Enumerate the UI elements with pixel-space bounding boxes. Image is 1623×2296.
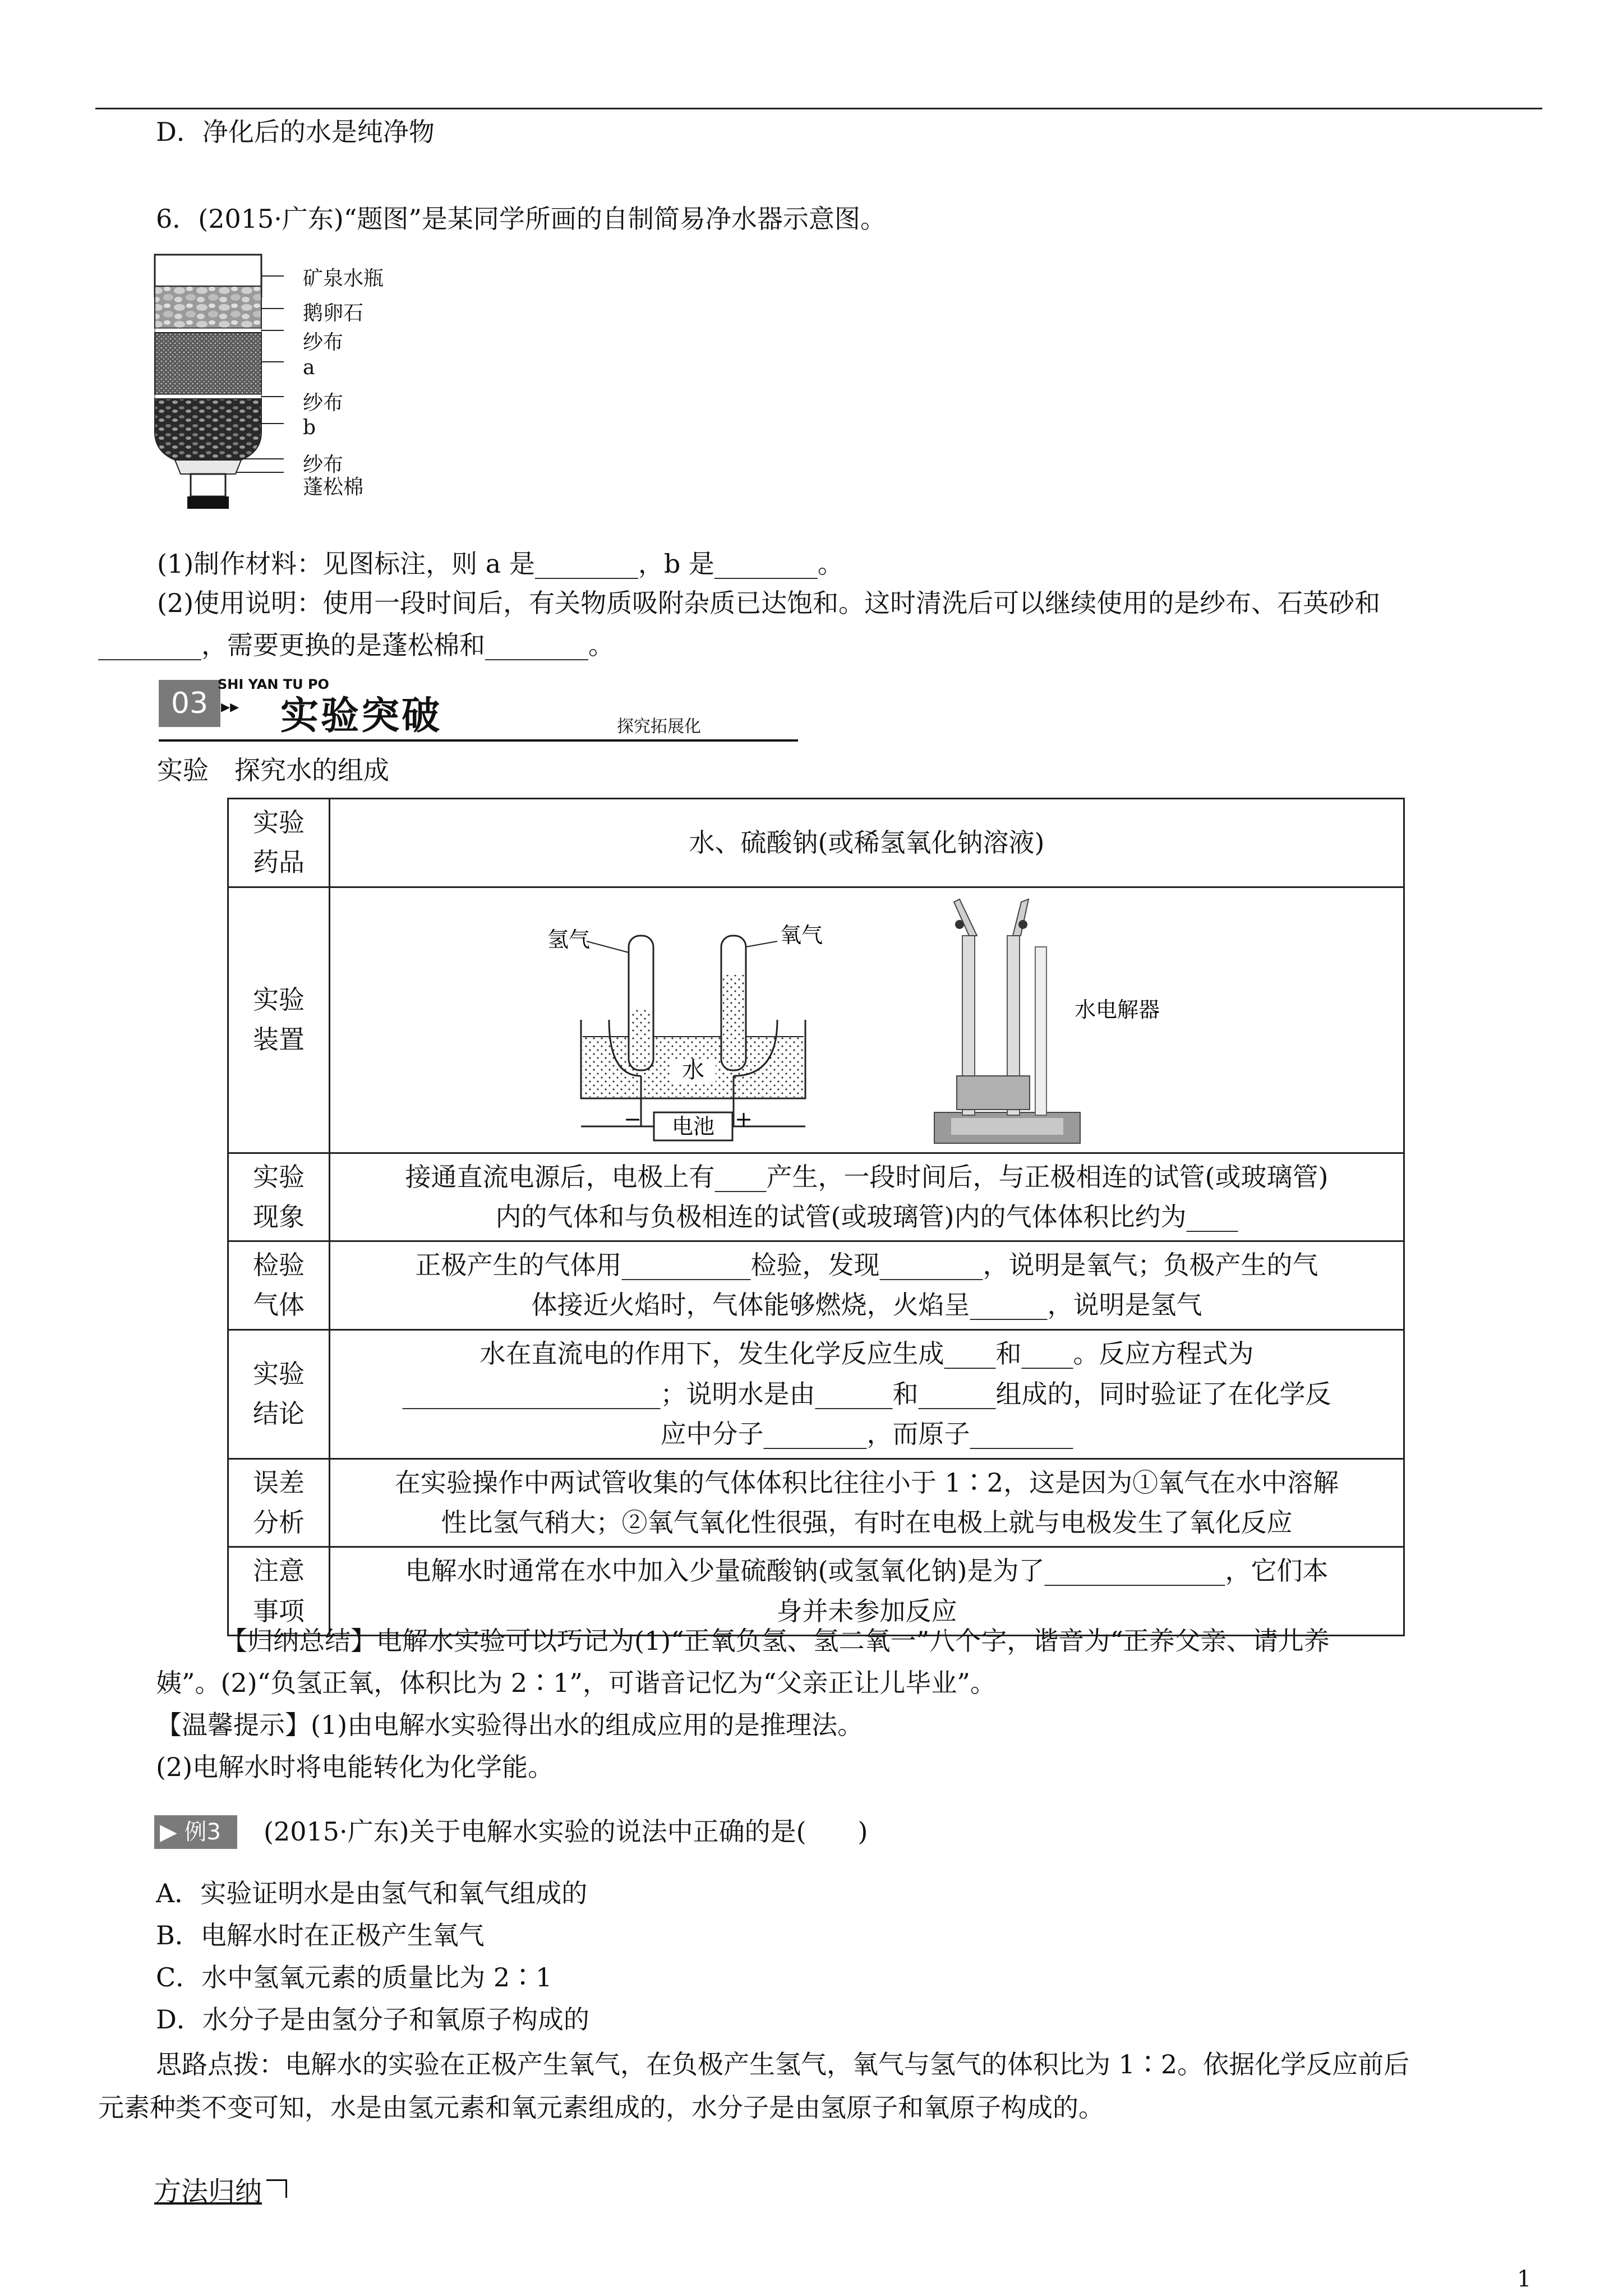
battery-label: 电池 bbox=[671, 1114, 714, 1139]
tip-line-2: (2)电解水时将电能转化为化学能。 bbox=[156, 1752, 554, 1782]
page-number: 1 bbox=[1517, 2266, 1532, 2292]
example-option-c: C．水中氢氧元素的质量比为 2∶1 bbox=[156, 1962, 552, 1993]
row-header: 误差 分析 bbox=[228, 1458, 330, 1547]
example-tag-label: 例3 bbox=[184, 1819, 221, 1845]
row-header: 实验 现象 bbox=[228, 1153, 330, 1241]
tip-line-1: 【温馨提示】(1)由电解水实验得出水的组成应用的是推理法。 bbox=[156, 1710, 864, 1740]
filter-label-pebbles: 鹅卵石 bbox=[303, 302, 364, 325]
filter-label-gauze-3: 纱布 bbox=[303, 453, 344, 476]
oxygen-label: 氧气 bbox=[780, 923, 823, 948]
apparatus-cell bbox=[330, 887, 1404, 1153]
filter-label-a: a bbox=[303, 356, 315, 379]
section-subtitle: 探究拓展化 bbox=[617, 717, 701, 737]
example-option-a: A．实验证明水是由氢气和氧气组成的 bbox=[156, 1878, 588, 1908]
hint-line-1: 思路点拨：电解水的实验在正极产生氧气，在负极产生氢气，氧气与氢气的体积比为 1∶2。依据化学反应前后 bbox=[156, 2049, 1410, 2079]
electrolyzer-label: 水电解器 bbox=[1074, 997, 1160, 1023]
row-header: 实验 结论 bbox=[228, 1329, 330, 1458]
hydrogen-label: 氢气 bbox=[547, 927, 590, 953]
electrolysis-apparatus-figure bbox=[486, 891, 1248, 1149]
row-content: 水、硫酸钠(或稀氢氧化钠溶液) bbox=[330, 799, 1404, 887]
table-row bbox=[228, 1241, 1404, 1330]
row-content: 接通直流电源后，电极上有____产生，一段时间后，与正极相连的试管(或玻璃管) 内的气体和与负极相连的试管(或玻璃管)内的气体体积比约为____ bbox=[330, 1153, 1404, 1241]
example-stem: (2015·广东)关于电解水实验的说法中正确的是( ) bbox=[264, 1816, 868, 1847]
section-underline bbox=[159, 739, 798, 742]
row-header: 实验 装置 bbox=[228, 887, 330, 1153]
summary-line-1: 【归纳总结】电解水实验可以巧记为(1)“正氧负氢、氢二氧一”八个字，谐音为“正养父亲、请儿养 bbox=[222, 1626, 1330, 1656]
example-option-d: D．水分子是由氢分子和氧原子构成的 bbox=[156, 2004, 589, 2035]
row-content: 在实验操作中两试管收集的气体体积比往往小于 1∶2，这是因为①氧气在水中溶解 性比氢气稍大；②氧气氧化性很强，有时在电极上就与电极发生了氧化反应 bbox=[330, 1458, 1404, 1547]
question-6-part1: (1)制作材料：见图标注，则 a 是________，b 是________。 bbox=[157, 549, 843, 579]
prev-option-d: D．净化后的水是纯净物 bbox=[156, 117, 435, 147]
row-content: 电解水时通常在水中加入少量硫酸钠(或氢氧化钠)是为了______________，它们本 身并未参加反应 bbox=[330, 1547, 1404, 1636]
method-summary-label: 方法归纳 bbox=[154, 2176, 262, 2207]
example-option-b: B．电解水时在正极产生氧气 bbox=[156, 1920, 485, 1950]
filter-label-b: b bbox=[303, 416, 316, 439]
row-header: 检验 气体 bbox=[228, 1241, 330, 1330]
section-pinyin: SHI YAN TU PO bbox=[218, 677, 329, 692]
row-content: 水在直流电的作用下，发生化学反应生成____和____。反应方程式为 ____________________；说明水是由______和______组成的，同时验证了在化学反 应中分子________，而原子________ bbox=[330, 1329, 1404, 1458]
row-header: 注意 事项 bbox=[228, 1547, 330, 1636]
filter-label-gauze-2: 纱布 bbox=[303, 392, 344, 415]
example-tag bbox=[154, 1815, 237, 1849]
section-title: 实验突破 bbox=[280, 694, 442, 738]
table-row bbox=[228, 1458, 1404, 1547]
row-content: 正极产生的气体用__________检验，发现________，说明是氧气；负极产生的气 体接近火焰时，气体能够燃烧，火焰呈______，说明是氢气 bbox=[330, 1241, 1404, 1330]
row-header: 实验 药品 bbox=[228, 799, 330, 887]
experiment-title: 实验 探究水的组成 bbox=[157, 755, 389, 785]
positive-sign: + bbox=[734, 1107, 753, 1132]
filter-label-cotton: 蓬松棉 bbox=[303, 476, 364, 499]
question-6-part2-line2: ________，需要更换的是蓬松棉和________。 bbox=[98, 630, 614, 660]
negative-sign: − bbox=[623, 1107, 642, 1132]
table-row bbox=[228, 799, 1404, 887]
filter-label-gauze-1: 纱布 bbox=[303, 331, 344, 354]
play-icon: ▶ bbox=[160, 1819, 177, 1845]
section-arrow-icon: ▸▸ bbox=[221, 696, 239, 717]
table-row bbox=[228, 1329, 1404, 1458]
section-number: 03 bbox=[159, 680, 220, 727]
top-rule bbox=[95, 108, 1542, 109]
hint-line-2: 元素种类不变可知，水是由氢元素和氧元素组成的，水分子是由氢原子和氧原子构成的。 bbox=[98, 2092, 1104, 2123]
question-6-stem: 6．(2015·广东)“题图”是某同学所画的自制简易净水器示意图。 bbox=[156, 204, 886, 234]
table-row bbox=[228, 887, 1404, 1153]
experiment-table bbox=[227, 798, 1405, 1636]
table-row bbox=[228, 1153, 1404, 1241]
method-corner-icon bbox=[266, 2179, 287, 2198]
question-6-part2-line1: (2)使用说明：使用一段时间后，有关物质吸附杂质已达饱和。这时清洗后可以继续使用的是纱布、石英砂和 bbox=[157, 588, 1381, 618]
filter-label-bottle: 矿泉水瓶 bbox=[303, 267, 384, 290]
summary-line-2: 姨”。(2)“负氢正氧，体积比为 2∶1”，可谐音记忆为“父亲正让儿毕业”。 bbox=[156, 1668, 996, 1698]
water-label: 水 bbox=[681, 1057, 704, 1084]
